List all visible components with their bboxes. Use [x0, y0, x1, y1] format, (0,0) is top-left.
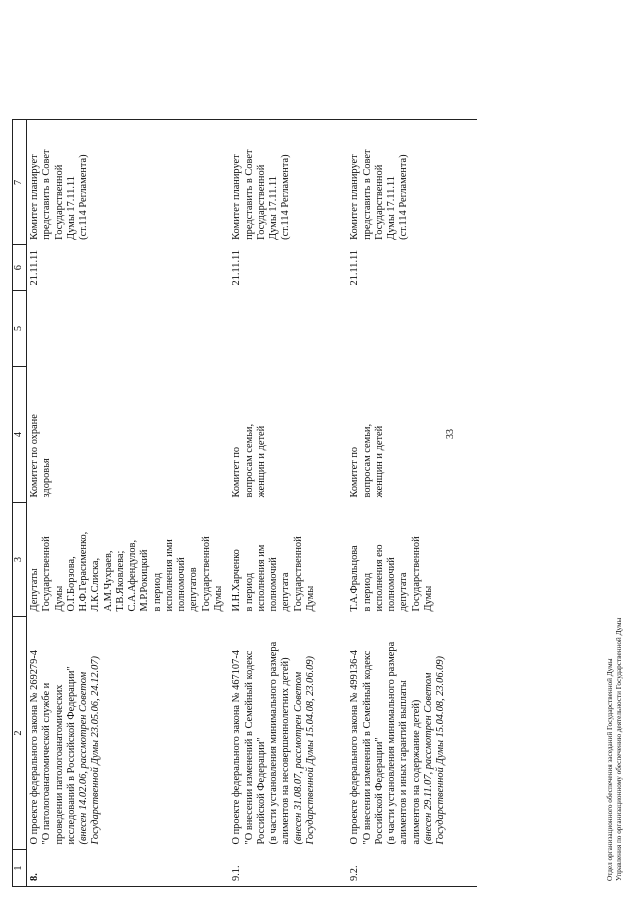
author-line: Государственной — [41, 536, 53, 612]
bill-line: алиментов на содержание детей) — [410, 699, 422, 845]
col5-cell — [27, 291, 230, 367]
bill-note-line: Государственной Думы 15.04.08, 23.06.09) — [435, 656, 447, 845]
status-line: представить в Совет — [361, 149, 373, 240]
author-line: депутата — [280, 572, 292, 612]
col5-cell — [229, 291, 347, 367]
table-row — [27, 120, 230, 887]
status-line: представить в Совет — [41, 149, 53, 240]
bill-line: "О внесении изменений в Семейный кодекс — [243, 650, 255, 845]
author-line: Т.В.Яковлева; — [114, 550, 126, 612]
author-line: Депутаты — [29, 568, 40, 612]
author-line: исполнения ею — [373, 544, 385, 612]
committee-line: здоровья — [41, 458, 53, 498]
column-header: 6 — [13, 245, 27, 291]
committee-line: вопросам семьи, — [361, 423, 373, 498]
author-line: Т.А.Фральцова — [349, 545, 361, 612]
author-line: исполнения ими — [163, 539, 175, 612]
row-number-cell — [347, 850, 477, 887]
row-number-cell — [229, 850, 347, 887]
committee-line: Комитет по — [349, 446, 361, 498]
author-line: полномочий — [268, 557, 280, 612]
committee-cell — [229, 367, 347, 503]
row-number: 9.2. — [349, 865, 361, 881]
author-line: Думы — [212, 585, 224, 612]
header-row — [13, 120, 27, 887]
footer — [606, 618, 624, 881]
bill-note-line: (внесен 29.11.07, рассмотрен Советом — [422, 672, 434, 845]
author-line: С.А.Афендулов, — [127, 539, 139, 612]
author-line: Думы — [422, 585, 434, 612]
date-cell: 21.11.11 — [231, 249, 243, 286]
column-header: 5 — [13, 291, 27, 367]
author-line: в период — [361, 572, 373, 612]
bill-line: "О внесении изменений в Семейный кодекс — [361, 650, 373, 845]
col5-cell — [347, 291, 477, 367]
status-line: Думы 17.11.11 — [386, 175, 398, 240]
author-line: Государственной — [292, 536, 304, 612]
bill-note-line: (внесен 31.08.07, рассмотрен Советом — [292, 671, 304, 845]
status-cell — [27, 120, 230, 245]
status-line: Комитет планирует — [349, 154, 361, 240]
bill-note-line: Государственной Думы 15.04.08, 23.06.09) — [304, 656, 316, 845]
date-cell: 21.11.11 — [29, 249, 40, 286]
status-line: (ст.114 Регламента) — [78, 154, 90, 240]
author-line: полномочий — [386, 557, 398, 612]
author-line: Л.К.Слиска, — [90, 557, 102, 612]
author-line: полномочий — [176, 557, 188, 612]
status-line: (ст.114 Регламента) — [398, 154, 410, 240]
author-line: М.Р.Рокицкий — [139, 549, 151, 612]
status-line: Думы 17.11.11 — [65, 175, 77, 240]
bill-line: (в части установления минимального размера — [386, 641, 398, 845]
row-number: 8. — [29, 873, 40, 881]
committee-line: вопросам семьи, — [243, 423, 255, 498]
bill-line: алиментов на несовершеннолетних детей) — [280, 657, 292, 845]
bill-note-line: Государственной Думы 23.05.06, 24.12.07) — [90, 656, 102, 845]
page-number: 33 — [445, 429, 456, 439]
bill-line: (в части установления минимального размера — [268, 641, 280, 845]
status-line: Государственной — [53, 164, 65, 240]
status-line: представить в Совет — [243, 149, 255, 240]
row-number-cell — [27, 850, 230, 887]
column-header: 3 — [13, 503, 27, 617]
bill-line: алиментов и иных гарантий выплаты — [398, 680, 410, 845]
author-line: А.М.Чухраев, — [102, 550, 114, 612]
bill-line: проведении патологоанатомических — [53, 684, 65, 845]
author-line: исполнения им — [255, 544, 267, 612]
status-line: Государственной — [255, 164, 267, 240]
status-line: Государственной — [373, 164, 385, 240]
author-line: Думы — [53, 585, 65, 612]
bill-line: О проекте федерального закона № 269279-4 — [29, 650, 40, 845]
footer-line: Управления по организационному обеспечению деятельности Государственной Думы — [615, 617, 623, 881]
bill-line: О проекте федерального закона № 467107-4 — [231, 650, 243, 845]
bill-cell — [27, 617, 230, 850]
bill-line: О проекте федерального закона № 499136-4 — [349, 650, 361, 845]
date-cell: 21.11.11 — [349, 249, 361, 286]
committee-line: Комитет по — [231, 446, 243, 498]
bills-table — [12, 119, 477, 887]
authors-cell — [229, 503, 347, 617]
committee-line: Комитет по охране — [29, 414, 40, 498]
committee-line: женщин и детей — [373, 425, 385, 498]
author-line: в период — [151, 572, 163, 612]
bill-line: исследований в Российской Федерации" — [65, 666, 77, 845]
bill-note-line: (внесен 14.02.06, рассмотрен Советом — [78, 671, 90, 845]
author-line: О.Г.Борзова, — [65, 556, 77, 612]
status-cell — [229, 120, 347, 245]
bill-cell — [229, 617, 347, 850]
author-line: депутата — [398, 572, 410, 612]
author-line: в период — [243, 572, 255, 612]
column-header: 1 — [13, 850, 27, 887]
row-number: 9.1. — [231, 865, 243, 881]
bill-line: Российской Федерации" — [373, 737, 385, 845]
author-line: Государственной — [410, 536, 422, 612]
bill-line: Российской Федерации" — [255, 737, 267, 845]
status-line: Комитет планирует — [29, 154, 40, 240]
author-line: депутатов — [188, 567, 200, 612]
authors-cell — [347, 503, 477, 617]
author-line: И.Н.Харченко — [231, 549, 243, 612]
column-header: 2 — [13, 617, 27, 850]
footer-line: Отдел организационного обеспечения заседаний Государственной Думы — [606, 658, 614, 881]
status-line: Думы 17.11.11 — [268, 175, 280, 240]
table-row — [347, 120, 477, 887]
bill-line: "О патологоанатомической службе и — [41, 682, 53, 845]
author-line: Думы — [304, 585, 316, 612]
author-line: Н.Ф.Герасименко, — [78, 531, 90, 612]
column-header: 7 — [13, 120, 27, 245]
table-row — [229, 120, 347, 887]
committee-cell — [27, 367, 230, 503]
committee-line: женщин и детей — [255, 425, 267, 498]
column-header: 4 — [13, 367, 27, 503]
committee-cell — [347, 367, 477, 503]
bill-cell — [347, 617, 477, 850]
status-cell — [347, 120, 477, 245]
author-line: Государственной — [200, 536, 212, 612]
authors-cell — [27, 503, 230, 617]
status-line: (ст.114 Регламента) — [280, 154, 292, 240]
status-line: Комитет планирует — [231, 154, 243, 240]
